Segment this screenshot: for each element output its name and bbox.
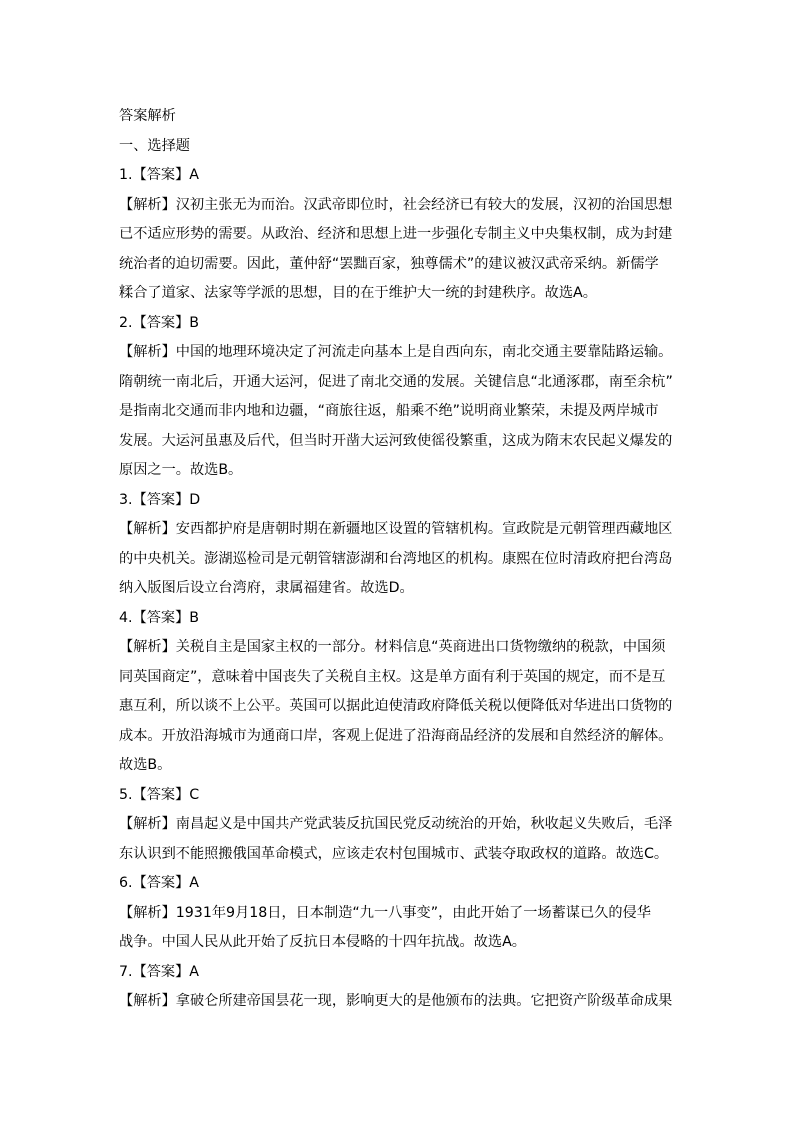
analysis-q4-line: 同英国商定”，意味着中国丧失了关税自主权。这是单方面有利于英国的规定，而不是互: [119, 668, 666, 685]
analysis-q3-line: 纳入版图后设立台湾府，隶属福建省。故选D。: [119, 580, 414, 596]
analysis-q2-line: 是指南北交通而非内地和边疆，“商旅往返，船乘不绝”说明商业繁荣，未提及两岸城市: [119, 403, 659, 419]
answer-document: [119, 102, 679, 1017]
answer-line-q3: 3.【答案】D: [119, 491, 201, 508]
analysis-q2-line: 【解析】中国的地理环境决定了河流走向基本上是自西向东，南北交通主要靠陆路运输。: [119, 344, 673, 360]
analysis-q1-line: 糅合了道家、法家等学派的思想，目的在于维护大一统的封建秩序。故选A。: [119, 285, 597, 301]
answer-line-q7: 7.【答案】A: [119, 963, 199, 980]
analysis-q3-line: 【解析】安西都护府是唐朝时期在新疆地区设置的管辖机构。宣政院是元朝管理西藏地区: [119, 521, 673, 537]
analysis-q4-line: 惠互利，所以谈不上公平。英国可以据此迫使清政府降低关税以便降低对华进出口货物的: [119, 698, 673, 714]
analysis-q1-line: 已不适应形势的需要。从政治、经济和思想上进一步强化专制主义中央集权制，成为封建: [119, 226, 673, 242]
answer-line-q2: 2.【答案】B: [119, 314, 200, 331]
answer-line-q5: 5.【答案】C: [119, 786, 200, 803]
analysis-q4-line: 【解析】关税自主是国家主权的一部分。材料信息“英商进出口货物缴纳的税款，中国须: [119, 639, 666, 655]
doc-title: 答案解析: [119, 108, 176, 124]
analysis-q3-line: 的中央机关。澎湖巡检司是元朝管辖澎湖和台湾地区的机构。康熙在位时清政府把台湾岛: [119, 550, 673, 567]
analysis-q5-line: 【解析】南昌起义是中国共产党武装反抗国民党反动统治的开始，秋收起义失败后，毛泽: [119, 816, 673, 832]
analysis-q2-line: 发展。大运河虽惠及后代，但当时开凿大运河致使徭役繁重，这成为隋末农民起义爆发的: [119, 432, 673, 449]
answer-line-q1: 1.【答案】A: [119, 167, 199, 183]
analysis-q4-line: 成本。开放沿海城市为通商口岸，客观上促进了沿海商品经济的发展和自然经济的解体。: [119, 727, 673, 744]
analysis-q1-line: 统治者的迫切需要。因此，董仲舒“罢黜百家，独尊儒术”的建议被汉武帝采纳。新儒学: [119, 255, 659, 272]
answer-line-q4: 4.【答案】B: [119, 609, 200, 626]
section-heading: 一、选择题: [119, 137, 190, 154]
analysis-q5-line: 东认识到不能照搬俄国革命模式，应该走农村包围城市、武装夺取政权的道路。故选C。: [119, 845, 669, 862]
analysis-q7-line: 【解析】拿破仑所建帝国昙花一现，影响更大的是他颁布的法典。它把资产阶级革命成果: [119, 993, 673, 1009]
analysis-q2-line: 隋朝统一南北后，开通大运河，促进了南北交通的发展。关键信息“北通涿郡，南至余杭”: [119, 373, 673, 390]
analysis-q1-line: 【解析】汉初主张无为而治。汉武帝即位时，社会经济已有较大的发展，汉初的治国思想: [119, 196, 673, 213]
analysis-q2-line: 原因之一。故选B。: [119, 462, 243, 478]
analysis-q4-line: 故选B。: [119, 757, 172, 773]
analysis-q6-line: 【解析】1931年9月18日，日本制造“九一八事变”，由此开始了一场蓄谋已久的侵华: [119, 904, 651, 921]
answer-line-q6: 6.【答案】A: [119, 875, 199, 891]
analysis-q6-line: 战争。中国人民从此开始了反抗日本侵略的十四年抗战。故选A。: [119, 934, 526, 950]
